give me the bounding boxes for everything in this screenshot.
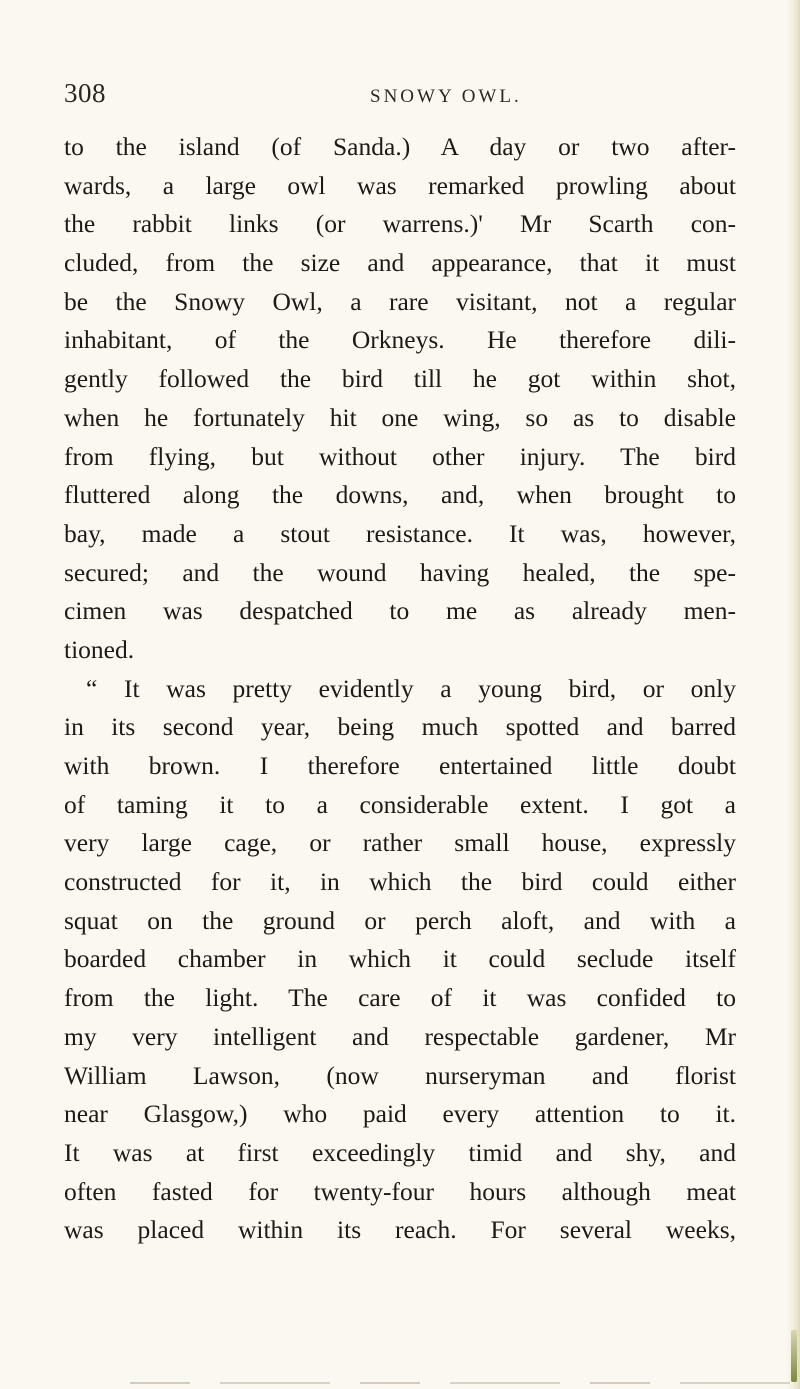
text-line: secured; and the wound having healed, the spe- — [64, 557, 736, 587]
page-right-edge — [786, 0, 800, 1389]
text-line: bay, made a stout resistance. It was, however, — [64, 518, 736, 548]
text-line: squat on the ground or perch aloft, and with a — [64, 905, 736, 935]
text-line: from the light. The care of it was confided to — [64, 983, 736, 1013]
text-line: often fasted for twenty-four hours although meat — [64, 1176, 736, 1206]
text-line: boarded chamber in which it could seclude itself — [64, 944, 736, 974]
text-line: gently followed the bird till he got within shot, — [64, 364, 736, 394]
paragraph-start-line: “ It was pretty evidently a young bird, or only — [86, 673, 736, 703]
body-text — [64, 128, 736, 1250]
text-line: cluded, from the size and appearance, that it must — [64, 248, 736, 278]
text-line: in its second year, being much spotted and barred — [64, 712, 736, 742]
text-line: with brown. I therefore entertained little doubt — [64, 751, 736, 780]
page-header — [64, 78, 744, 114]
text-line: inhabitant, of the Orkneys. He therefore dili- — [64, 325, 736, 355]
text-line: when he fortunately hit one wing, so as to disable — [64, 402, 736, 432]
running-head: SNOWY OWL. — [370, 86, 522, 107]
text-line: cimen was despatched to me as already men- — [64, 596, 736, 626]
text-line: It was at first exceedingly timid and shy, and — [64, 1137, 736, 1167]
text-line: be the Snowy Owl, a rare visitant, not a regular — [64, 286, 736, 316]
text-line: fluttered along the downs, and, when brought to — [64, 480, 736, 510]
paragraph-end-line: tioned. — [64, 634, 135, 664]
text-line: very large cage, or rather small house, expressly — [64, 828, 736, 858]
text-line: to the island (of Sanda.) A day or two after- — [64, 132, 736, 161]
text-line: the rabbit links (or warrens.)' Mr Scarth con- — [64, 209, 736, 239]
page-bottom-edge — [130, 1382, 790, 1384]
page-number: 308 — [64, 78, 106, 108]
text-line: from flying, but without other injury. The bird — [64, 441, 736, 471]
text-line: near Glasgow,) who paid every attention to it. — [64, 1099, 736, 1129]
text-line: William Lawson, (now nurseryman and florist — [64, 1060, 736, 1090]
text-line: wards, a large owl was remarked prowling about — [64, 170, 736, 200]
text-line: constructed for it, in which the bird could either — [64, 867, 736, 897]
text-line: was placed within its reach. For several weeks, — [64, 1215, 736, 1245]
text-line: of taming it to a considerable extent. I got a — [64, 789, 736, 819]
text-line: my very intelligent and respectable gardener, Mr — [64, 1021, 736, 1051]
binding-mark — [791, 1330, 797, 1382]
